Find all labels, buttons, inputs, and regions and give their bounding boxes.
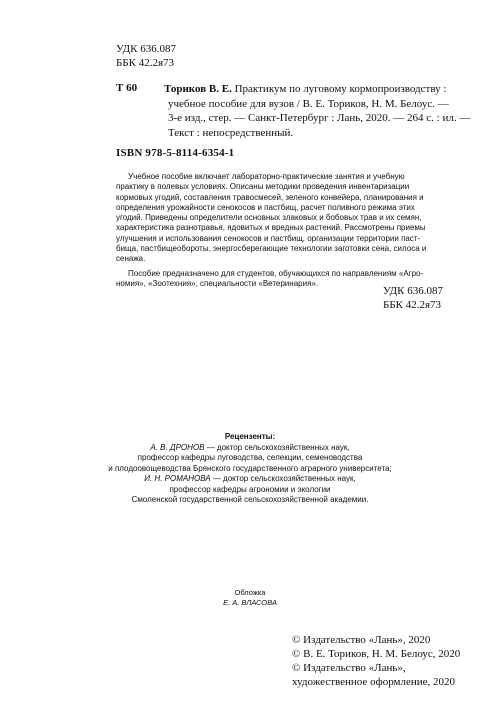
reviewer-1-degree: — доктор сельскохозяйственных наук, [204,442,350,452]
abstract-line: определения урожайности сенокосов и пастбищ, расчет поливного режима этих [116,202,415,212]
abstract-line: Пособие предназначено для студентов, обучающихся по направлениям «Агро- [128,268,424,278]
bib-line-4: Текст : непосредственный. [168,126,294,139]
author-name: Ториков В. Е. [164,83,232,95]
reviewer-2-line-2: профессор кафедры агрономии и экологии [169,484,331,494]
bibliographic-record [164,82,471,140]
reviewer-2-line-3: Смоленской государственной сельскохозяйственной академии. [131,495,369,504]
cover-designer [0,598,500,608]
cover-credit [0,588,500,608]
reviewers-title: Рецензенты: [224,432,276,441]
catalog-codes-top [116,42,176,70]
copyright-line: © Издательство «Лань», [292,662,406,674]
reviewer-2-line-1 [0,474,500,485]
copyright-line: художественное оформление, 2020 [292,676,456,688]
udk-code-repeat: УДК 636.087 [383,285,444,297]
bib-line-2: учебное пособие для вузов / В. Е. Ториков, Н. М. Белоус. — [168,97,449,110]
reviewer-1-line-2: профессор кафедры луговодства, селекции, семеноводства [137,453,363,462]
reviewers-block [0,432,500,506]
reviewer-1-name: А. В. ДРОНОВ [150,442,205,452]
cover-label: Обложка [234,588,266,597]
abstract-line: практику в полевых условиях. Описаны методики проведения инвентаризации [116,182,410,192]
isbn: ISBN 978-5-8114-6354-1 [116,147,235,159]
abstract [116,172,441,289]
abstract-line: номия», «Зоотехния», специальности «Ветеринария». [116,278,319,288]
copyright-block [292,633,460,689]
reviewer-1-line-3: и плодоовощеводства Брянского государственного аграрного университета; [108,463,392,473]
abstract-line: сенажа. [116,254,146,264]
copyright-line: © Издательство «Лань», 2020 [292,634,431,646]
cover-designer-name: Е. А. ВЛАСОВА [223,598,277,607]
reviewer-2-name: И. Н. РОМАНОВА [144,474,211,483]
bib-line-3: 3-е изд., стер. — Санкт-Петербург : Лань, 2020. — 264 с. : ил. — [168,112,471,124]
abstract-line: угодий. Приведены определители основных злаковых и бобовых трав и их семян, [116,213,422,223]
bib-line-1 [164,82,468,97]
copyright-line: © В. Е. Ториков, Н. М. Белоус, 2020 [292,648,461,660]
catalog-codes-bottom [383,284,443,312]
reviewer-1-line-1 [0,443,500,454]
abstract-line: кормовых угодий, составления травосмесей, зеленого конвейера, планирования и [116,192,424,202]
bbk-code: ББК 42.2я73 [116,57,175,69]
book-title: Практикум по луговому кормопроизводству : [231,83,447,95]
abstract-line: характеристика разнотравья, ядовитых и вредных растений. Рассмотрены приемы [116,223,426,233]
reviewer-2-degree: — доктор сельскохозяйственных наук, [210,474,356,483]
bbk-code-repeat: ББК 42.2я73 [383,299,442,311]
author-mark: Т 60 [116,82,138,94]
abstract-line: Учебное пособие включает лабораторно-практические занятия и учебную [128,172,405,181]
abstract-line: улучшения и использования сенокосов и пастбищ, организации территории паст- [116,233,421,243]
udk-code: УДК 636.087 [116,43,177,55]
abstract-line: бища, пастбищеобороты, энергосберегающие технологии заготовки сена, силоса и [116,244,427,254]
